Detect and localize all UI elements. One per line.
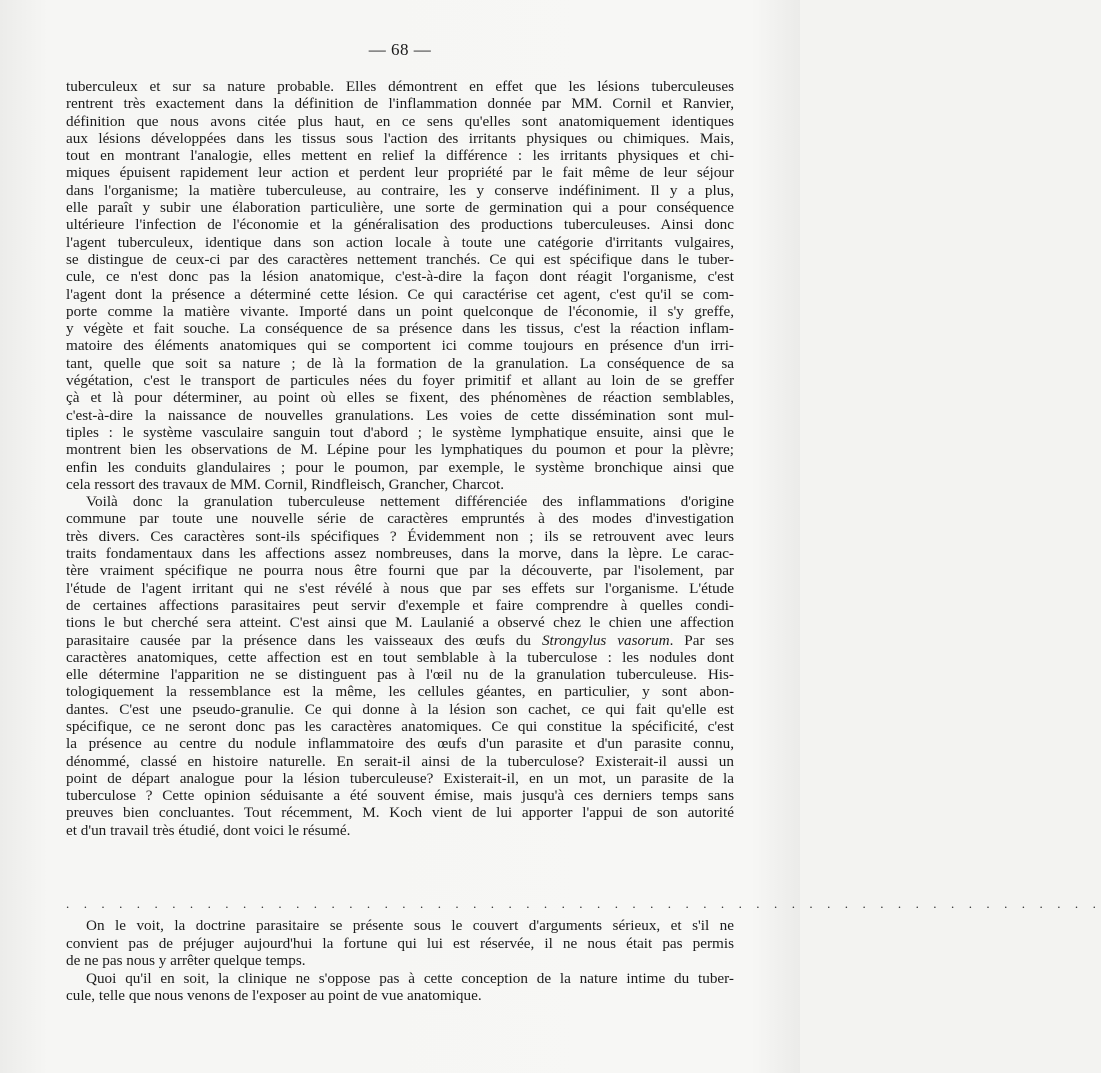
text-line: rentrent très exactement dans la définition de l'inflammation donnée par MM. Cornil et Ranvier, <box>66 95 734 113</box>
text-line: l'agent dont la présence a déterminé cette lésion. Ce qui caractérise cet agent, c'est qu'il se com- <box>66 285 734 303</box>
text-line: tère vraiment spécifique ne pourra nous être fourni que par la découverte, par l'isolement, par <box>66 562 734 580</box>
ellipsis-separator: . . . . . . . . . . . . . . . . . . . . . . . . . . . . . . . . . . . . . . . . . . . . . . . . . . . . . . . . . . . <box>66 896 1101 911</box>
text-line: dans l'organisme; la matière tuberculeuse, au contraire, les y conserve indéfiniment. Il y a plus, <box>66 181 734 199</box>
text-line: très divers. Ces caractères sont-ils spécifiques ? Évidemment non ; ils se retrouvent avec leurs <box>66 527 734 545</box>
text-line: spécifique, ce ne seront donc pas les caractères anatomiques. Ce qui constitue la spécificité, c'est <box>66 717 734 735</box>
text-line: cela ressort des travaux de MM. Cornil, Rindfleisch, Grancher, Charcot. <box>66 475 505 493</box>
page-number: — 68 — <box>368 40 432 59</box>
text-line: se distingue de ceux-ci par des caractères nettement tranchés. Ce qui est spécifique dans le tuber- <box>66 250 734 268</box>
text-line: Voilà donc la granulation tuberculeuse nettement différenciée des inflammations d'origine <box>86 493 734 511</box>
closing-text-block <box>66 917 734 1005</box>
text-line: tant, quelle que soit sa nature ; de là la formation de la granulation. La conséquence de sa <box>66 354 734 372</box>
text-line: point de départ analogue pour la lésion tuberculeuse? Existerait-il, en un mot, un parasite de la <box>66 769 734 787</box>
text-line: miques épuisent rapidement leur action et perdent leur propriété par le fait même de leur séjour <box>66 164 734 182</box>
text-line: On le voit, la doctrine parasitaire se présente sous le couvert d'arguments sérieux, et s'il ne <box>86 917 734 934</box>
text-line: parasitaire causée par la présence dans les vaisseaux des œufs du Strongylus vasorum. Par ses <box>66 631 735 649</box>
text-line: la présence au centre du nodule inflammatoire des œufs d'un parasite et d'un parasite connu, <box>66 735 734 753</box>
text-line: cule, telle que nous venons de l'exposer au point de vue anatomique. <box>66 987 482 1005</box>
text-line: l'agent tuberculeux, identique dans son action locale à toute une catégorie d'irritants vulgaires, <box>66 233 734 251</box>
text-line: de certaines affections parasitaires peut servir d'exemple et faire comprendre à quelles condi- <box>66 596 734 614</box>
text-line: traits fondamentaux dans les affections assez nombreuses, dans la morve, dans la lèpre. Le carac- <box>66 545 734 563</box>
text-line: c'est-à-dire la naissance de nouvelles granulations. Les voies de cette dissémination sont mul- <box>66 406 734 424</box>
text-line: y végète et fait souche. La conséquence de sa présence dans les tissus, c'est la réaction inflam- <box>66 320 734 338</box>
text-line: porte comme la matière vivante. Importé dans un point quelconque de l'économie, il s'y greffe, <box>66 302 734 320</box>
text-line: tout en montrant l'analogie, elles mettent en relief la différence : les irritants physiques et chi- <box>66 147 734 165</box>
text-line: cule, ce n'est donc pas la lésion anatomique, c'est-à-dire la façon dont réagit l'organisme, c'est <box>66 268 734 286</box>
text-line: l'étude de l'agent irritant qui ne s'est révélé à nous que par ses effets sur l'organisme. L'étude <box>66 579 734 597</box>
text-line: caractères anatomiques, cette affection est en tout semblable à la tuberculose : les nodules dont <box>66 648 734 666</box>
species-name: Strongylus vasorum <box>541 631 670 649</box>
text-line: elle détermine l'apparition ne se distinguent pas à l'œil nu de la granulation tuberculeuse. His- <box>66 666 734 684</box>
text-line: végétation, c'est le transport de particules nées du foyer primitif et allant au loin de se greffer <box>66 372 734 390</box>
text-line: tuberculose ? Cette opinion séduisante a été souvent émise, mais jusqu'à ces derniers temps sans <box>66 787 734 805</box>
text-line: enfin les conduits glandulaires ; pour le poumon, par exemple, le système bronchique ainsi que <box>66 458 734 476</box>
text-line: et d'un travail très étudié, dont voici le résumé. <box>66 821 351 839</box>
text-line: matoire des éléments anatomiques qui se comportent ici comme toujours en présence d'un irri- <box>66 337 734 355</box>
text-line: çà et là pour déterminer, au point où elles se fixent, des phénomènes de réaction semblables, <box>66 389 734 407</box>
text-line: tions le but cherché sera atteint. C'est ainsi que M. Laulanié a observé chez le chien une affection <box>66 614 734 632</box>
text-line: dénommé, classé en histoire naturelle. En serait-il ainsi de la tuberculose? Existerait-il aussi un <box>66 752 734 770</box>
text-line: aux lésions développées dans les tissus sous l'action des irritants physiques ou chimiques. Mais, <box>66 129 734 147</box>
text-line: convient pas de préjuger aujourd'hui la fortune qui lui est réservée, il ne nous était pas permis <box>66 934 734 952</box>
text-line: ultérieure l'infection de l'économie et la généralisation des productions tuberculeuses. Ainsi donc <box>66 216 734 234</box>
text-line: montrent bien les observations de M. Lépine pour les lymphatiques du poumon et pour la plèvre; <box>66 441 734 459</box>
main-text-block <box>66 78 734 839</box>
text-line: tuberculeux et sur sa nature probable. Elles démontrent en effet que les lésions tuberculeuses <box>66 78 734 95</box>
text-line: de ne pas nous y arrêter quelque temps. <box>66 952 306 970</box>
text-line: Quoi qu'il en soit, la clinique ne s'oppose pas à cette conception de la nature intime du tuber- <box>86 969 734 987</box>
text-line: définition que nous avons citée plus haut, en ce sens qu'elles sont anatomiquement identiques <box>66 112 734 130</box>
text-line: preuves bien concluantes. Tout récemment, M. Koch vient de lui apporter l'appui de son autorité <box>66 804 734 822</box>
text-line: elle paraît y subir une élaboration particulière, une sorte de germination qui a pour conséquence <box>66 199 734 217</box>
text-line: tiples : le système vasculaire sanguin tout d'abord ; le système lymphatique ensuite, ainsi que le <box>66 423 734 441</box>
text-line: commune par toute une nouvelle série de caractères empruntés à des modes d'investigation <box>66 510 734 528</box>
text-line: tologiquement la ressemblance est la même, les cellules géantes, en particulier, y sont abon- <box>66 683 734 701</box>
text-line: dantes. C'est une pseudo-granulie. Ce qui donne à la lésion son cachet, ce qui fait qu'elle est <box>66 700 734 718</box>
